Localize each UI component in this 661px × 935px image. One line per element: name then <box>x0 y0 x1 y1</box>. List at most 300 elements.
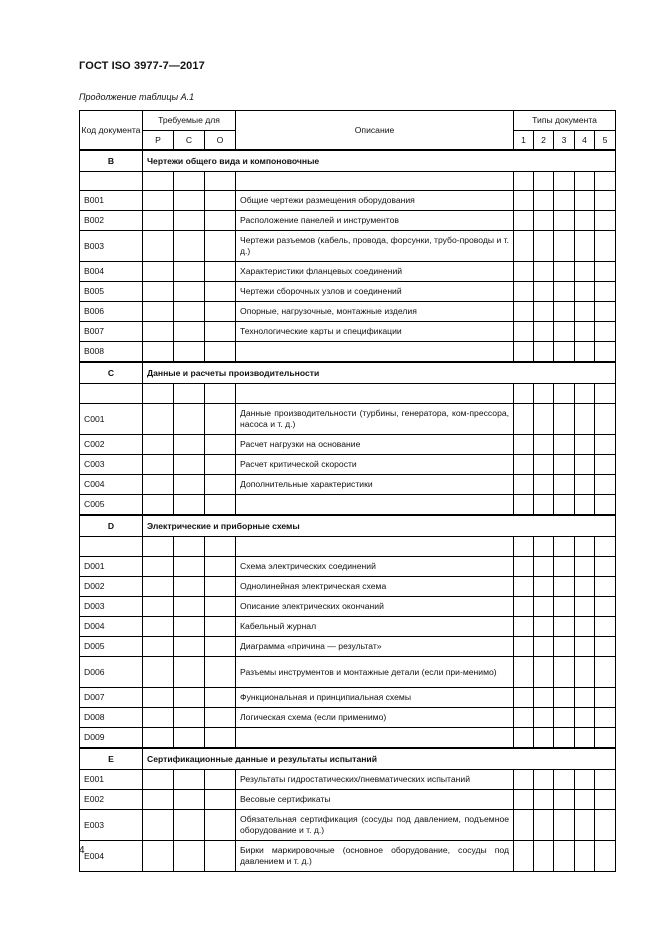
doc-type-3-cell <box>554 231 575 262</box>
doc-type-1-cell <box>514 637 534 657</box>
table-row <box>80 455 616 475</box>
doc-type-3-cell <box>554 191 575 211</box>
doc-type-3-cell <box>554 384 575 404</box>
required-o-cell <box>205 770 236 790</box>
doc-code-cell: В001 <box>80 191 143 211</box>
table-row <box>80 577 616 597</box>
required-c-cell <box>174 657 205 688</box>
section-code: С <box>80 362 143 384</box>
required-o-cell <box>205 790 236 810</box>
table-row <box>80 191 616 211</box>
section-title: Сертификационные данные и результаты испытаний <box>143 748 616 770</box>
doc-code-cell: D002 <box>80 577 143 597</box>
doc-type-4-cell <box>575 455 595 475</box>
doc-type-5-cell <box>595 617 616 637</box>
required-p-cell <box>143 617 174 637</box>
section-title: Электрические и приборные схемы <box>143 515 616 537</box>
required-c-cell <box>174 728 205 749</box>
doc-type-2-cell <box>534 302 554 322</box>
required-c-cell <box>174 617 205 637</box>
doc-type-1-cell <box>514 435 534 455</box>
doc-code-cell: В003 <box>80 231 143 262</box>
doc-code-cell: С001 <box>80 404 143 435</box>
description-cell: Разъемы инструментов и монтажные детали (если при-менимо) <box>236 657 514 688</box>
doc-type-1-cell <box>514 810 534 841</box>
doc-type-4-cell <box>575 322 595 342</box>
doc-code-cell: D003 <box>80 597 143 617</box>
required-p-cell <box>143 657 174 688</box>
required-o-cell <box>205 191 236 211</box>
description-cell <box>236 537 514 557</box>
doc-code-cell: С005 <box>80 495 143 516</box>
doc-type-4-cell <box>575 617 595 637</box>
table-row <box>80 537 616 557</box>
header-type-2: 2 <box>534 131 554 151</box>
doc-type-1-cell <box>514 262 534 282</box>
doc-type-2-cell <box>534 657 554 688</box>
section-title: Данные и расчеты производительности <box>143 362 616 384</box>
required-c-cell <box>174 211 205 231</box>
description-cell: Функциональная и принципиальная схемы <box>236 688 514 708</box>
description-cell <box>236 384 514 404</box>
required-c-cell <box>174 495 205 516</box>
table-row <box>80 688 616 708</box>
table-row <box>80 657 616 688</box>
doc-code-cell <box>80 384 143 404</box>
required-p-cell <box>143 728 174 749</box>
doc-type-2-cell <box>534 810 554 841</box>
doc-type-3-cell <box>554 790 575 810</box>
doc-type-4-cell <box>575 475 595 495</box>
required-o-cell <box>205 455 236 475</box>
doc-code-cell: D001 <box>80 557 143 577</box>
doc-type-5-cell <box>595 455 616 475</box>
doc-type-1-cell <box>514 475 534 495</box>
doc-type-2-cell <box>534 770 554 790</box>
doc-type-4-cell <box>575 435 595 455</box>
doc-code-cell: D009 <box>80 728 143 749</box>
required-c-cell <box>174 841 205 872</box>
doc-code-cell: В004 <box>80 262 143 282</box>
required-c-cell <box>174 231 205 262</box>
doc-type-5-cell <box>595 322 616 342</box>
description-cell: Схема электрических соединений <box>236 557 514 577</box>
required-p-cell <box>143 841 174 872</box>
doc-type-4-cell <box>575 657 595 688</box>
table-row <box>80 211 616 231</box>
required-c-cell <box>174 435 205 455</box>
doc-type-3-cell <box>554 557 575 577</box>
required-c-cell <box>174 688 205 708</box>
description-cell: Бирки маркировочные (основное оборудование, сосуды под давлением и т. д.) <box>236 841 514 872</box>
table-row <box>80 770 616 790</box>
header-type-4: 4 <box>575 131 595 151</box>
doc-type-5-cell <box>595 282 616 302</box>
doc-type-1-cell <box>514 404 534 435</box>
required-o-cell <box>205 211 236 231</box>
doc-type-2-cell <box>534 172 554 191</box>
doc-code-cell: D005 <box>80 637 143 657</box>
description-cell: Описание электрических окончаний <box>236 597 514 617</box>
doc-type-2-cell <box>534 282 554 302</box>
required-c-cell <box>174 172 205 191</box>
doc-type-1-cell <box>514 708 534 728</box>
required-c-cell <box>174 384 205 404</box>
doc-type-1-cell <box>514 211 534 231</box>
doc-type-2-cell <box>534 211 554 231</box>
doc-type-4-cell <box>575 597 595 617</box>
table-row <box>80 841 616 872</box>
section-row <box>80 748 616 770</box>
doc-type-4-cell <box>575 810 595 841</box>
doc-type-3-cell <box>554 637 575 657</box>
doc-type-5-cell <box>595 495 616 516</box>
required-p-cell <box>143 231 174 262</box>
doc-type-5-cell <box>595 342 616 363</box>
table-row <box>80 282 616 302</box>
doc-type-3-cell <box>554 262 575 282</box>
table-row <box>80 342 616 363</box>
doc-type-5-cell <box>595 231 616 262</box>
required-c-cell <box>174 790 205 810</box>
required-c-cell <box>174 342 205 363</box>
required-p-cell <box>143 384 174 404</box>
doc-type-3-cell <box>554 728 575 749</box>
required-o-cell <box>205 172 236 191</box>
doc-code-cell: Е004 <box>80 841 143 872</box>
header-type-3: 3 <box>554 131 575 151</box>
required-p-cell <box>143 475 174 495</box>
required-c-cell <box>174 455 205 475</box>
doc-type-5-cell <box>595 841 616 872</box>
doc-type-3-cell <box>554 322 575 342</box>
required-o-cell <box>205 475 236 495</box>
required-c-cell <box>174 322 205 342</box>
required-p-cell <box>143 262 174 282</box>
doc-type-4-cell <box>575 384 595 404</box>
doc-type-3-cell <box>554 211 575 231</box>
table-row <box>80 404 616 435</box>
doc-type-2-cell <box>534 617 554 637</box>
doc-type-5-cell <box>595 688 616 708</box>
required-c-cell <box>174 191 205 211</box>
doc-type-1-cell <box>514 172 534 191</box>
description-cell <box>236 728 514 749</box>
doc-type-3-cell <box>554 810 575 841</box>
doc-code-cell: Е001 <box>80 770 143 790</box>
doc-code-cell <box>80 537 143 557</box>
description-cell: Однолинейная электрическая схема <box>236 577 514 597</box>
doc-type-4-cell <box>575 282 595 302</box>
description-cell: Характеристики фланцевых соединений <box>236 262 514 282</box>
table-row <box>80 557 616 577</box>
doc-type-3-cell <box>554 475 575 495</box>
doc-type-2-cell <box>534 231 554 262</box>
required-o-cell <box>205 810 236 841</box>
doc-type-4-cell <box>575 172 595 191</box>
description-cell: Расположение панелей и инструментов <box>236 211 514 231</box>
doc-type-2-cell <box>534 688 554 708</box>
doc-type-5-cell <box>595 728 616 749</box>
doc-type-4-cell <box>575 404 595 435</box>
required-c-cell <box>174 282 205 302</box>
doc-type-4-cell <box>575 211 595 231</box>
doc-type-3-cell <box>554 770 575 790</box>
required-o-cell <box>205 282 236 302</box>
table-row <box>80 790 616 810</box>
required-o-cell <box>205 688 236 708</box>
doc-type-3-cell <box>554 657 575 688</box>
doc-type-2-cell <box>534 384 554 404</box>
doc-type-2-cell <box>534 342 554 363</box>
section-code: В <box>80 150 143 172</box>
required-o-cell <box>205 302 236 322</box>
required-o-cell <box>205 404 236 435</box>
document-header: ГОСТ ISO 3977-7—2017 <box>79 60 205 72</box>
table-row <box>80 475 616 495</box>
doc-type-3-cell <box>554 342 575 363</box>
doc-type-3-cell <box>554 282 575 302</box>
doc-type-4-cell <box>575 708 595 728</box>
table-body <box>80 150 616 872</box>
required-o-cell <box>205 322 236 342</box>
header-description: Описание <box>236 111 514 151</box>
table-row <box>80 435 616 455</box>
doc-type-2-cell <box>534 728 554 749</box>
description-cell: Логическая схема (если применимо) <box>236 708 514 728</box>
doc-type-4-cell <box>575 790 595 810</box>
document-codes-table <box>79 110 616 872</box>
required-o-cell <box>205 617 236 637</box>
required-c-cell <box>174 475 205 495</box>
required-p-cell <box>143 322 174 342</box>
required-p-cell <box>143 404 174 435</box>
required-c-cell <box>174 597 205 617</box>
description-cell: Диаграмма «причина — результат» <box>236 637 514 657</box>
page-number: 4 <box>79 845 85 856</box>
doc-type-2-cell <box>534 841 554 872</box>
required-o-cell <box>205 435 236 455</box>
required-p-cell <box>143 342 174 363</box>
doc-type-1-cell <box>514 657 534 688</box>
description-cell: Дополнительные характеристики <box>236 475 514 495</box>
doc-type-1-cell <box>514 282 534 302</box>
required-p-cell <box>143 495 174 516</box>
required-o-cell <box>205 841 236 872</box>
required-p-cell <box>143 537 174 557</box>
required-o-cell <box>205 384 236 404</box>
table-row <box>80 495 616 516</box>
required-c-cell <box>174 810 205 841</box>
doc-type-5-cell <box>595 708 616 728</box>
header-required-for: Требуемые для <box>143 111 236 131</box>
required-c-cell <box>174 577 205 597</box>
description-cell: Чертежи сборочных узлов и соединений <box>236 282 514 302</box>
table-row <box>80 384 616 404</box>
table-row <box>80 728 616 749</box>
required-p-cell <box>143 302 174 322</box>
header-code: Код документа <box>80 111 143 151</box>
required-c-cell <box>174 557 205 577</box>
table-row <box>80 810 616 841</box>
required-o-cell <box>205 657 236 688</box>
required-p-cell <box>143 810 174 841</box>
doc-type-2-cell <box>534 577 554 597</box>
description-cell: Обязательная сертификация (сосуды под давлением, подъемное оборудование и т. д.) <box>236 810 514 841</box>
doc-code-cell: D007 <box>80 688 143 708</box>
doc-type-4-cell <box>575 495 595 516</box>
doc-type-4-cell <box>575 728 595 749</box>
table-row <box>80 231 616 262</box>
doc-code-cell <box>80 172 143 191</box>
required-p-cell <box>143 688 174 708</box>
required-p-cell <box>143 790 174 810</box>
doc-code-cell: В008 <box>80 342 143 363</box>
doc-type-5-cell <box>595 435 616 455</box>
doc-code-cell: С002 <box>80 435 143 455</box>
doc-type-1-cell <box>514 495 534 516</box>
doc-type-2-cell <box>534 537 554 557</box>
doc-code-cell: С003 <box>80 455 143 475</box>
doc-type-5-cell <box>595 302 616 322</box>
header-doc-types: Типы документа <box>514 111 616 131</box>
doc-type-2-cell <box>534 790 554 810</box>
required-o-cell <box>205 597 236 617</box>
doc-type-2-cell <box>534 708 554 728</box>
doc-type-5-cell <box>595 384 616 404</box>
required-p-cell <box>143 637 174 657</box>
required-p-cell <box>143 597 174 617</box>
doc-type-5-cell <box>595 810 616 841</box>
doc-code-cell: В005 <box>80 282 143 302</box>
doc-type-3-cell <box>554 617 575 637</box>
description-cell <box>236 172 514 191</box>
required-c-cell <box>174 637 205 657</box>
doc-type-1-cell <box>514 728 534 749</box>
description-cell: Кабельный журнал <box>236 617 514 637</box>
doc-type-1-cell <box>514 617 534 637</box>
doc-type-3-cell <box>554 688 575 708</box>
required-p-cell <box>143 172 174 191</box>
doc-type-4-cell <box>575 637 595 657</box>
doc-type-1-cell <box>514 537 534 557</box>
doc-type-1-cell <box>514 770 534 790</box>
section-code: Е <box>80 748 143 770</box>
description-cell <box>236 495 514 516</box>
required-p-cell <box>143 435 174 455</box>
description-cell: Расчет нагрузки на основание <box>236 435 514 455</box>
doc-type-1-cell <box>514 322 534 342</box>
table-row <box>80 617 616 637</box>
doc-code-cell: D008 <box>80 708 143 728</box>
doc-type-4-cell <box>575 302 595 322</box>
required-o-cell <box>205 728 236 749</box>
required-o-cell <box>205 708 236 728</box>
doc-type-2-cell <box>534 455 554 475</box>
section-row <box>80 515 616 537</box>
section-row <box>80 362 616 384</box>
doc-type-3-cell <box>554 495 575 516</box>
doc-type-2-cell <box>534 322 554 342</box>
doc-type-2-cell <box>534 495 554 516</box>
doc-type-5-cell <box>595 637 616 657</box>
doc-type-1-cell <box>514 597 534 617</box>
doc-type-1-cell <box>514 384 534 404</box>
required-o-cell <box>205 342 236 363</box>
doc-type-5-cell <box>595 657 616 688</box>
table-row <box>80 322 616 342</box>
doc-code-cell: D006 <box>80 657 143 688</box>
doc-type-1-cell <box>514 841 534 872</box>
required-p-cell <box>143 455 174 475</box>
required-o-cell <box>205 231 236 262</box>
header-c: С <box>174 131 205 151</box>
description-cell: Опорные, нагрузочные, монтажные изделия <box>236 302 514 322</box>
section-row <box>80 150 616 172</box>
required-p-cell <box>143 211 174 231</box>
doc-type-3-cell <box>554 302 575 322</box>
doc-type-2-cell <box>534 557 554 577</box>
required-o-cell <box>205 537 236 557</box>
doc-type-4-cell <box>575 191 595 211</box>
doc-type-5-cell <box>595 475 616 495</box>
doc-type-4-cell <box>575 688 595 708</box>
doc-type-3-cell <box>554 841 575 872</box>
doc-type-5-cell <box>595 557 616 577</box>
header-p: Р <box>143 131 174 151</box>
doc-type-5-cell <box>595 770 616 790</box>
doc-type-3-cell <box>554 597 575 617</box>
table-row <box>80 637 616 657</box>
doc-type-3-cell <box>554 537 575 557</box>
required-p-cell <box>143 770 174 790</box>
doc-type-4-cell <box>575 231 595 262</box>
doc-type-4-cell <box>575 262 595 282</box>
table-row <box>80 172 616 191</box>
doc-type-4-cell <box>575 770 595 790</box>
doc-type-5-cell <box>595 597 616 617</box>
required-c-cell <box>174 262 205 282</box>
doc-type-5-cell <box>595 577 616 597</box>
doc-code-cell: С004 <box>80 475 143 495</box>
doc-code-cell: Е003 <box>80 810 143 841</box>
doc-type-5-cell <box>595 191 616 211</box>
doc-type-1-cell <box>514 455 534 475</box>
doc-type-3-cell <box>554 172 575 191</box>
doc-type-1-cell <box>514 191 534 211</box>
doc-type-2-cell <box>534 637 554 657</box>
doc-code-cell: В006 <box>80 302 143 322</box>
doc-type-5-cell <box>595 211 616 231</box>
required-o-cell <box>205 262 236 282</box>
table-caption: Продолжение таблицы А.1 <box>79 92 195 102</box>
doc-type-4-cell <box>575 577 595 597</box>
doc-code-cell: В007 <box>80 322 143 342</box>
description-cell: Результаты гидростатических/пневматических испытаний <box>236 770 514 790</box>
required-c-cell <box>174 302 205 322</box>
doc-code-cell: D004 <box>80 617 143 637</box>
table-row <box>80 262 616 282</box>
doc-type-4-cell <box>575 841 595 872</box>
doc-type-1-cell <box>514 790 534 810</box>
doc-type-4-cell <box>575 557 595 577</box>
required-o-cell <box>205 557 236 577</box>
doc-type-5-cell <box>595 262 616 282</box>
section-code: D <box>80 515 143 537</box>
table-row <box>80 708 616 728</box>
header-type-5: 5 <box>595 131 616 151</box>
required-p-cell <box>143 577 174 597</box>
